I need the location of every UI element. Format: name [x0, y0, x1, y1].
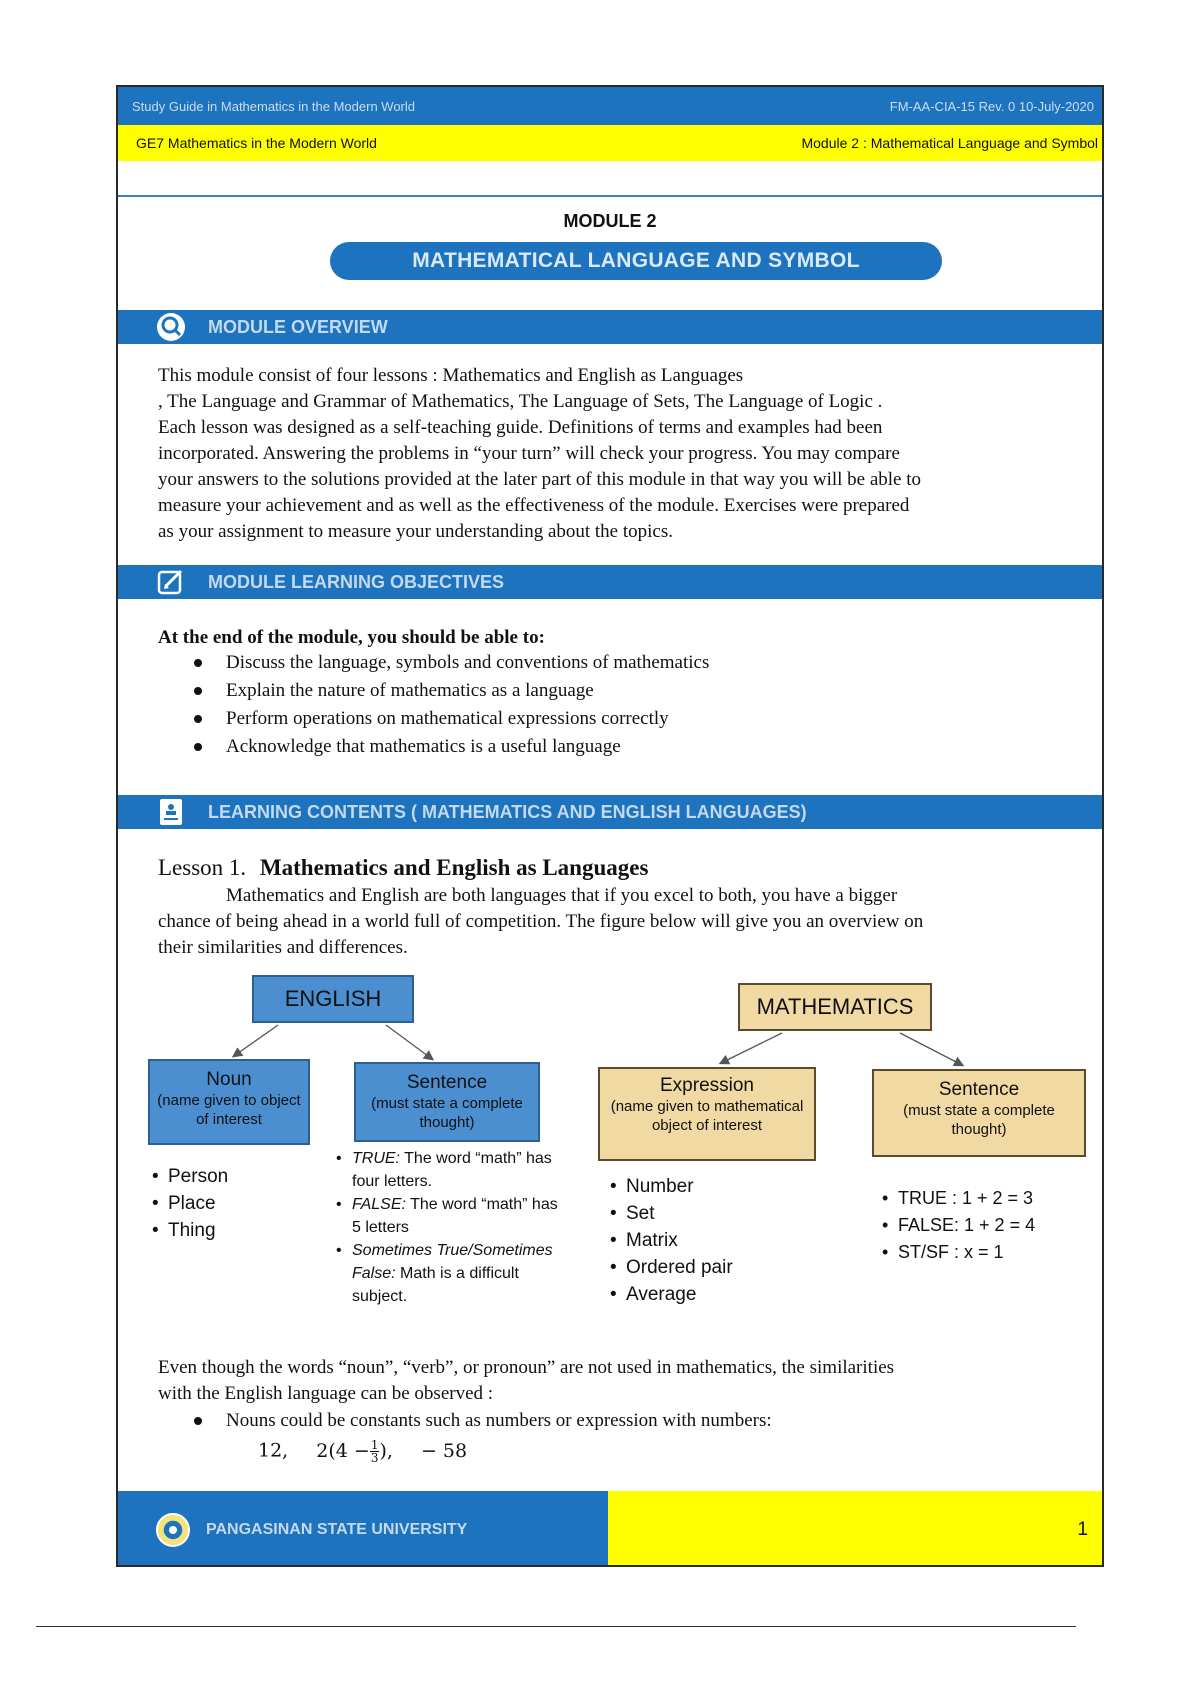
example-expression	[316, 1438, 399, 1465]
list-item: • ST/SF : x = 1	[882, 1239, 1035, 1266]
expression-title: Expression	[660, 1075, 754, 1096]
list-item: • Ordered pair	[610, 1254, 733, 1281]
noun-box	[148, 1059, 310, 1145]
overview-line: measure your achievement and as well as the effectiveness of the module. Exercises were prepared	[158, 495, 910, 516]
english-sentence-description: (must state a complete thought)	[371, 1095, 523, 1131]
overview-section-bar	[118, 310, 1102, 344]
page-number: 1	[1077, 1519, 1088, 1540]
bottom-rule	[36, 1626, 1076, 1627]
footer-university-bar	[118, 1491, 608, 1567]
objectives-intro: At the end of the module, you should be able to:	[158, 627, 545, 648]
study-guide-page	[116, 85, 1104, 1567]
expression-prefix: 2(4 −	[316, 1439, 370, 1462]
list-item: Explain the nature of mathematics as a language	[194, 677, 709, 705]
document-code: FM-AA-CIA-15 Rev. 0 10-July-2020	[889, 99, 1094, 114]
false-label: FALSE:	[352, 1196, 406, 1213]
header-divider	[118, 195, 1102, 197]
true-label: TRUE:	[352, 1150, 400, 1167]
english-box	[252, 975, 414, 1023]
overview-line: Each lesson was designed as a self-teaching guide. Definitions of terms and examples had been	[158, 417, 883, 438]
english-sentence-title: Sentence	[406, 1072, 488, 1093]
math-sentence-title: Sentence	[938, 1079, 1020, 1100]
example-text: Math is a difficult subject.	[352, 1265, 519, 1305]
english-sentence-box	[354, 1062, 540, 1142]
fraction-numerator: 1	[370, 1438, 379, 1452]
noun-description: (name given to object of interest	[157, 1092, 301, 1128]
list-item	[336, 1239, 568, 1308]
example-negative-58: − 58	[420, 1439, 468, 1462]
list-item: Nouns could be constants such as numbers or expression with numbers:	[194, 1407, 772, 1435]
example-text: The word “math” has four letters.	[352, 1150, 552, 1190]
english-math-diagram	[118, 967, 1104, 1327]
list-item	[336, 1147, 568, 1193]
similarities-line: Even though the words “noun”, “verb”, or pronoun” are not used in mathematics, the similarities	[158, 1357, 895, 1378]
list-item: Perform operations on mathematical expressions correctly	[194, 705, 709, 733]
expression-examples	[610, 1173, 733, 1308]
overview-line: your answers to the solutions provided at the later part of this module in that way you will be able to	[158, 469, 922, 490]
noun-example-expressions	[258, 1439, 467, 1464]
module-reference: Module 2 : Mathematical Language and Symbol	[801, 135, 1098, 151]
course-name: GE7 Mathematics in the Modern World	[136, 135, 377, 151]
objectives-heading: MODULE LEARNING OBJECTIVES	[208, 572, 505, 592]
example-text: The word “math” has 5 letters	[352, 1196, 558, 1236]
connector-english-noun	[234, 1025, 278, 1056]
list-item: • Average	[610, 1281, 733, 1308]
course-bar	[118, 125, 1102, 161]
expression-box	[598, 1067, 816, 1161]
university-name: PANGASINAN STATE UNIVERSITY	[206, 1521, 468, 1538]
list-item: Discuss the language, symbols and conventions of mathematics	[194, 649, 709, 677]
connector-math-expression	[721, 1033, 782, 1063]
list-item: • TRUE : 1 + 2 = 3	[882, 1185, 1035, 1212]
expression-description: (name given to mathematical object of interest	[610, 1098, 804, 1134]
math-sentence-description: (must state a complete thought)	[903, 1102, 1055, 1138]
mathematics-box	[738, 983, 932, 1031]
list-item	[336, 1193, 568, 1239]
english-sentence-examples	[336, 1147, 568, 1308]
document-header-bar	[118, 87, 1102, 125]
lesson-intro-line: chance of being ahead in a world full of competition. The figure below will give you an overview on	[158, 911, 924, 932]
math-sentence-box	[872, 1069, 1086, 1157]
fraction-denominator: 3	[370, 1451, 379, 1465]
contents-heading: LEARNING CONTENTS ( MATHEMATICS AND ENGLISH LANGUAGES)	[208, 802, 807, 822]
list-item: • Thing	[152, 1217, 228, 1244]
similarities-line: with the English language can be observed :	[158, 1383, 494, 1404]
overview-line: as your assignment to measure your understanding about the topics.	[158, 521, 674, 542]
list-item: • Place	[152, 1190, 228, 1217]
overview-line: , The Language and Grammar of Mathematics, The Language of Sets, The Language of Logic .	[158, 391, 883, 412]
document-icon	[156, 797, 186, 827]
list-item: • Set	[610, 1200, 733, 1227]
module-title-pill: MATHEMATICAL LANGUAGE AND SYMBOL	[330, 242, 942, 280]
example-12: 12,	[258, 1439, 289, 1462]
english-label: ENGLISH	[284, 986, 382, 1011]
lesson-intro-line: Mathematics and English are both languages that if you excel to both, you have a bigger	[226, 885, 898, 906]
connector-english-sentence	[386, 1025, 432, 1059]
lesson-heading	[158, 855, 648, 881]
overview-heading: MODULE OVERVIEW	[208, 317, 388, 337]
similarities-list	[194, 1407, 772, 1435]
edit-pencil-icon	[156, 567, 186, 597]
magnifier-icon	[156, 312, 186, 342]
lesson-label: Lesson 1.	[158, 855, 247, 880]
expression-suffix: ),	[379, 1439, 393, 1462]
module-number: MODULE 2	[563, 211, 657, 231]
objectives-list	[194, 649, 709, 761]
contents-section-bar	[118, 795, 1102, 829]
overview-text	[158, 363, 1073, 545]
noun-examples	[152, 1163, 228, 1244]
guide-title: Study Guide in Mathematics in the Modern World	[132, 99, 416, 114]
list-item: • Number	[610, 1173, 733, 1200]
lesson-intro-line: their similarities and differences.	[158, 937, 408, 958]
list-item: Acknowledge that mathematics is a useful language	[194, 733, 709, 761]
connector-math-sentence	[900, 1033, 962, 1065]
list-item: • Person	[152, 1163, 228, 1190]
lesson-intro	[158, 883, 1073, 961]
list-item: • Matrix	[610, 1227, 733, 1254]
objectives-section-bar	[118, 565, 1102, 599]
footer-page-bar	[608, 1491, 1104, 1567]
similarities-text	[158, 1355, 1073, 1407]
noun-title: Noun	[206, 1069, 252, 1090]
lesson-title: Mathematics and English as Languages	[259, 855, 649, 880]
sometimes-label: Sometimes True/Sometimes False:	[352, 1242, 553, 1282]
overview-line: This module consist of four lessons : Mathematics and English as Languages	[158, 365, 744, 386]
mathematics-label: MATHEMATICS	[756, 994, 914, 1019]
overview-line: incorporated. Answering the problems in “your turn” will check your progress. You may compare	[158, 443, 900, 464]
math-sentence-examples	[882, 1185, 1035, 1266]
university-seal-icon	[156, 1513, 190, 1547]
list-item: • FALSE: 1 + 2 = 4	[882, 1212, 1035, 1239]
